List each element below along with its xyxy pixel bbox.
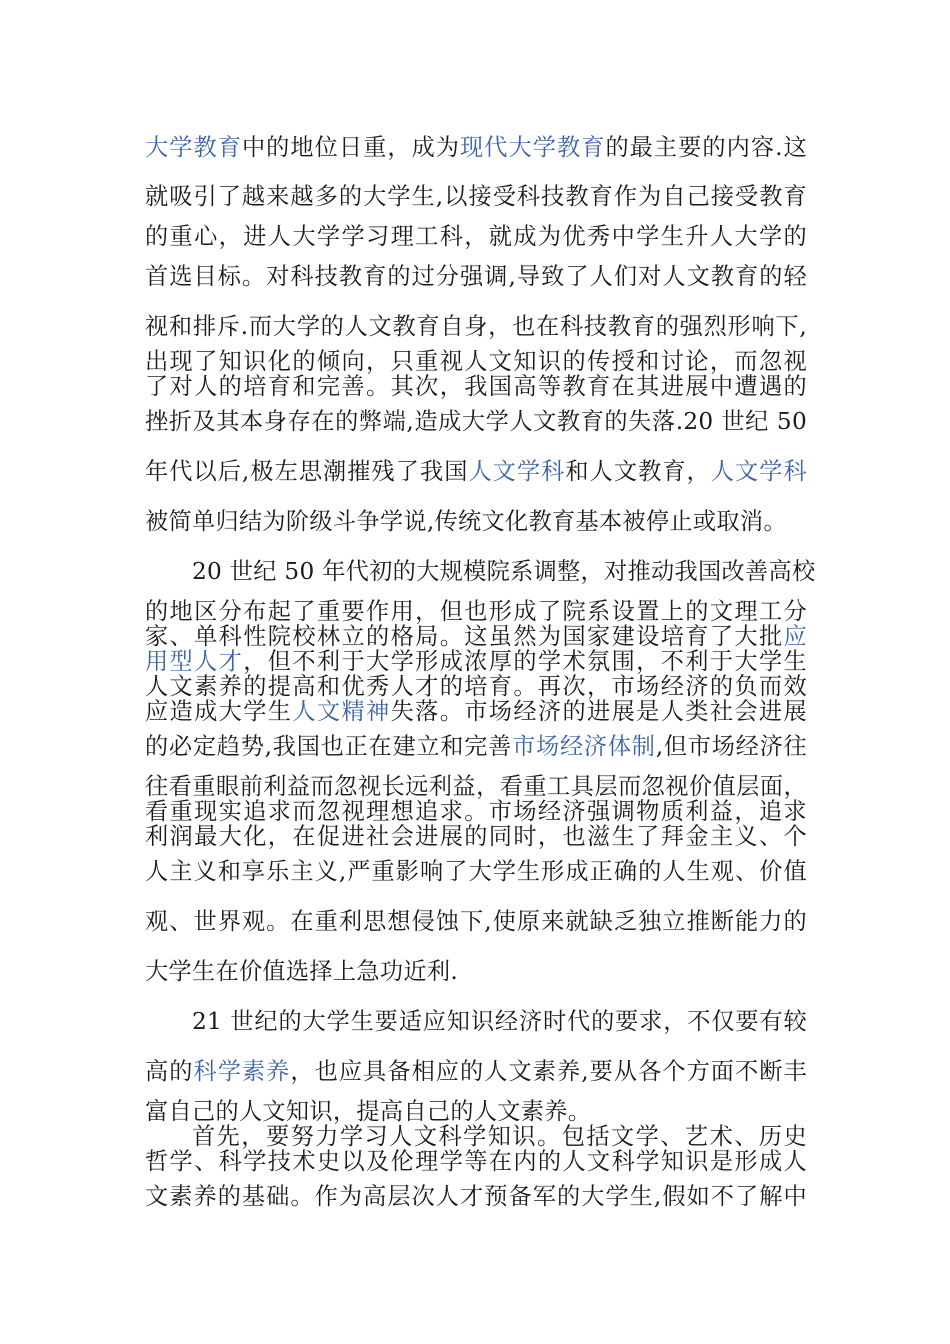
text-line bbox=[145, 908, 807, 936]
text-segment: 和人文教育， bbox=[565, 458, 711, 485]
text-segment: 21 世纪的大学生要适应知识经济时代的要求，不仅要有较 bbox=[192, 1008, 807, 1035]
text-line bbox=[192, 1008, 807, 1036]
term-link[interactable]: 市场经济体制 bbox=[512, 733, 656, 760]
text-line bbox=[145, 313, 807, 341]
text-segment: 年代以后,极左思潮摧残了我国 bbox=[145, 458, 469, 485]
text-segment: 的最主要的内容.这 bbox=[605, 134, 807, 161]
text-line bbox=[145, 1148, 807, 1176]
text-line bbox=[145, 773, 807, 801]
term-link[interactable]: 用型人才 bbox=[145, 648, 244, 675]
text-segment: 观、世界观。在重利思想侵蚀下,使原来就缺乏独立推断能力的 bbox=[145, 908, 807, 935]
text-segment: 富自己的人文知识，提高自己的人文素养。 bbox=[145, 1098, 592, 1125]
text-line bbox=[145, 858, 807, 886]
text-line bbox=[145, 1098, 807, 1126]
text-segment: ，也应具备相应的人文素养,要从各个方面不断丰 bbox=[290, 1058, 807, 1085]
text-line bbox=[145, 183, 807, 211]
text-segment: 哲学、科学技术史以及伦理学等在内的人文科学知识是形成人 bbox=[145, 1148, 807, 1175]
text-segment: 被简单归结为阶级斗争学说,传统文化教育基本被停止或取消。 bbox=[145, 508, 787, 535]
text-line bbox=[145, 373, 807, 401]
text-segment: 人主义和享乐主义,严重影响了大学生形成正确的人生观、价值 bbox=[145, 858, 807, 885]
text-segment: 人文素养的提高和优秀人才的培育。再次，市场经济的负而效 bbox=[145, 673, 807, 700]
text-segment: 往看重眼前利益而忽视长远利益，看重工具层而忽视价值层面， bbox=[145, 773, 807, 800]
text-line bbox=[145, 1058, 807, 1086]
text-line bbox=[145, 134, 807, 162]
text-segment: 失落。市场经济的进展是人类社会进展 bbox=[390, 698, 807, 725]
text-segment: 首选目标。对科技教育的过分强调,导致了人们对人文教育的轻 bbox=[145, 263, 807, 290]
term-link[interactable]: 人文学科 bbox=[710, 458, 807, 485]
text-segment: 文素养的基础。作为高层次人才预备军的大学生,假如不了解中 bbox=[145, 1183, 807, 1210]
text-line bbox=[145, 698, 807, 726]
text-line bbox=[145, 823, 807, 851]
term-link[interactable]: 人文精神 bbox=[292, 698, 391, 725]
text-segment: 的必定趋势,我国也正在建立和完善 bbox=[145, 733, 513, 760]
text-segment: 20 世纪 50 年代初的大规模院系调整，对推动我国改善高校 bbox=[192, 558, 816, 585]
text-segment: 大学生在价值选择上急功近利. bbox=[145, 958, 459, 985]
text-segment: ,但市场经济往 bbox=[655, 733, 807, 760]
text-segment: 视和排斥.而大学的人文教育自身，也在科技教育的强烈形响下, bbox=[145, 313, 807, 340]
text-line bbox=[145, 798, 807, 826]
text-line bbox=[145, 408, 807, 436]
term-link[interactable]: 应 bbox=[783, 623, 807, 650]
text-segment: 应造成大学生 bbox=[145, 698, 293, 725]
text-segment: 家、单科性院校林立的格局。这虽然为国家建设培育了大批 bbox=[145, 623, 784, 650]
text-line bbox=[145, 223, 807, 251]
text-segment: 高的 bbox=[145, 1058, 194, 1085]
term-link[interactable]: 现代大学教育 bbox=[460, 134, 606, 161]
text-line bbox=[145, 598, 807, 626]
text-line bbox=[145, 263, 807, 291]
term-link[interactable]: 科学素养 bbox=[193, 1058, 291, 1085]
text-line bbox=[145, 508, 807, 536]
text-line bbox=[192, 558, 816, 586]
text-segment: 了对人的培育和完善。其次，我国高等教育在其进展中遭遇的 bbox=[145, 373, 807, 400]
text-segment: 看重现实追求而忽视理想追求。市场经济强调物质利益，追求 bbox=[145, 798, 807, 825]
text-segment: 首先，要努力学习人文科学知识。包括文学、艺术、历史 bbox=[192, 1123, 807, 1150]
text-line bbox=[145, 673, 807, 701]
text-segment: 就吸引了越来越多的大学生,以接受科技教育作为自己接受教育 bbox=[145, 183, 807, 210]
text-line bbox=[192, 1123, 807, 1151]
text-segment: 出现了知识化的倾向，只重视人文知识的传授和讨论，而忽视 bbox=[145, 348, 807, 375]
text-line bbox=[145, 733, 807, 761]
term-link[interactable]: 人文学科 bbox=[468, 458, 566, 485]
text-segment: ，但不利于大学形成浓厚的学术氛围，不利于大学生 bbox=[243, 648, 807, 675]
text-segment: 的重心，进人大学学习理工科，就成为优秀中学生升人大学的 bbox=[145, 223, 807, 250]
text-line bbox=[145, 1183, 807, 1211]
text-line bbox=[145, 458, 807, 486]
text-segment: 的地区分布起了重要作用，但也形成了院系设置上的文理工分 bbox=[145, 598, 807, 625]
text-line bbox=[145, 623, 807, 651]
text-line bbox=[145, 348, 807, 376]
term-link[interactable]: 大学教育 bbox=[145, 134, 242, 161]
text-segment: 中的地位日重，成为 bbox=[241, 134, 461, 161]
text-line bbox=[145, 648, 807, 676]
text-line bbox=[145, 958, 807, 986]
text-segment: 利润最大化，在促进社会进展的同时，也滋生了拜金主义、个 bbox=[145, 823, 807, 850]
text-segment: 挫折及其本身存在的弊端,造成大学人文教育的失落.20 世纪 50 bbox=[145, 408, 807, 435]
